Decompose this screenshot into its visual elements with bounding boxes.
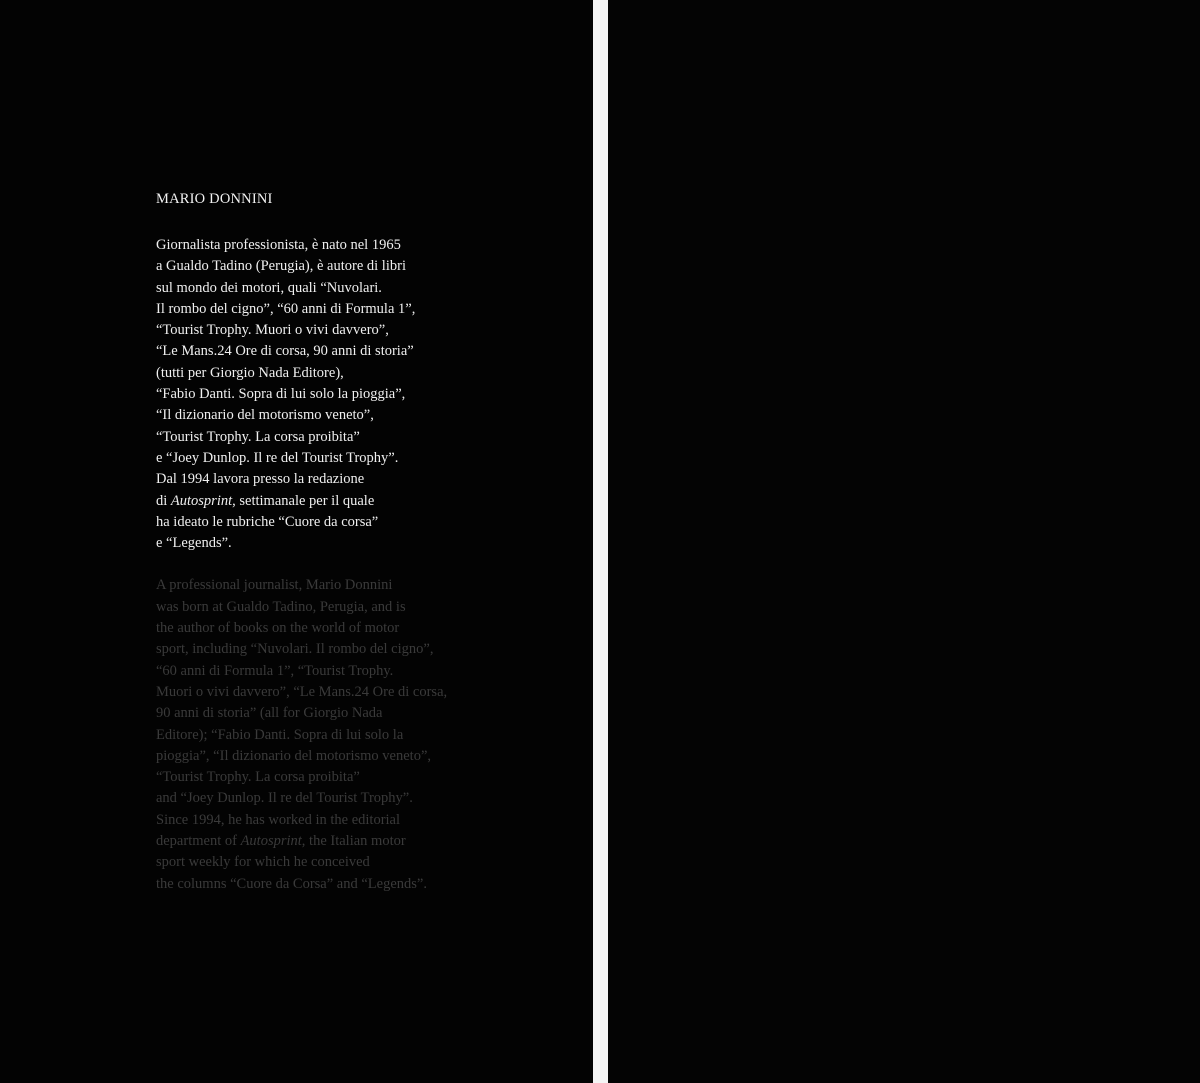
right-page xyxy=(608,0,1200,1083)
bio-english-line: pioggia”, “Il dizionario del motorismo veneto”, xyxy=(156,747,432,764)
bio-english-line: and “Joey Dunlop. Il re del Tourist Trophy”. xyxy=(156,790,413,807)
bio-italian-line: “Fabio Danti. Sopra di lui solo la pioggia”, xyxy=(156,386,406,403)
magazine-title: Autosprint xyxy=(240,833,302,850)
bio-italian xyxy=(156,235,486,554)
book-gutter xyxy=(593,0,608,1083)
bio-english-line: A professional journalist, Mario Donnini xyxy=(156,577,393,594)
bio-english-line xyxy=(156,831,486,852)
bio-italian-line: ha ideato le rubriche “Cuore da corsa” xyxy=(156,513,379,530)
bio-english-line: the author of books on the world of motor xyxy=(156,620,400,637)
bio-italian-line: e “Joey Dunlop. Il re del Tourist Trophy”. xyxy=(156,449,399,466)
bio-english-line: Editore); “Fabio Danti. Sopra di lui solo la xyxy=(156,726,404,743)
bio-italian-line: Dal 1994 lavora presso la redazione xyxy=(156,471,365,488)
bio-italian-line: “Tourist Trophy. Muori o vivi davvero”, xyxy=(156,322,389,339)
line-segment: di xyxy=(156,492,171,509)
bio-english-line: Since 1994, he has worked in the editorial xyxy=(156,811,401,828)
bio-english-line: sport weekly for which he conceived xyxy=(156,854,370,871)
bio-english-line: sport, including “Nuvolari. Il rombo del cigno”, xyxy=(156,641,434,658)
bio-english xyxy=(156,575,486,894)
bio-italian-line xyxy=(156,491,486,512)
bio-english-line: 90 anni di storia” (all for Giorgio Nada xyxy=(156,705,383,722)
bio-italian-line: “Le Mans.24 Ore di corsa, 90 anni di storia” xyxy=(156,343,414,360)
author-name: MARIO DONNINI xyxy=(156,191,273,207)
bio-italian-line: “Tourist Trophy. La corsa proibita” xyxy=(156,428,360,445)
bio-italian-line: Il rombo del cigno”, “60 anni di Formula 1”, xyxy=(156,300,416,317)
bio-italian-line: sul mondo dei motori, quali “Nuvolari. xyxy=(156,279,382,296)
magazine-title: Autosprint xyxy=(170,492,233,509)
bio-english-line: “Tourist Trophy. La corsa proibita” xyxy=(156,769,360,786)
bio-italian-line: a Gualdo Tadino (Perugia), è autore di libri xyxy=(156,258,406,275)
bio-italian-line: Giornalista professionista, è nato nel 1965 xyxy=(156,237,401,253)
bio-italian-line: “Il dizionario del motorismo veneto”, xyxy=(156,407,374,424)
bio-italian-line: e “Legends”. xyxy=(156,535,232,552)
bio-english-line: was born at Gualdo Tadino, Perugia, and is xyxy=(156,598,406,615)
bio-english-line: Muori o vivi davvero”, “Le Mans.24 Ore di corsa, xyxy=(156,683,448,700)
bio-italian-line: (tutti per Giorgio Nada Editore), xyxy=(156,364,344,381)
line-segment: , the Italian motor xyxy=(301,833,406,850)
bio-english-line: “60 anni di Formula 1”, “Tourist Trophy. xyxy=(156,662,394,679)
left-page xyxy=(0,0,593,1083)
bio-english-line: the columns “Cuore da Corsa” and “Legends”. xyxy=(156,875,427,892)
line-segment: department of xyxy=(156,833,241,850)
author-bio-block xyxy=(156,187,486,895)
line-segment: , settimanale per il quale xyxy=(232,492,375,509)
